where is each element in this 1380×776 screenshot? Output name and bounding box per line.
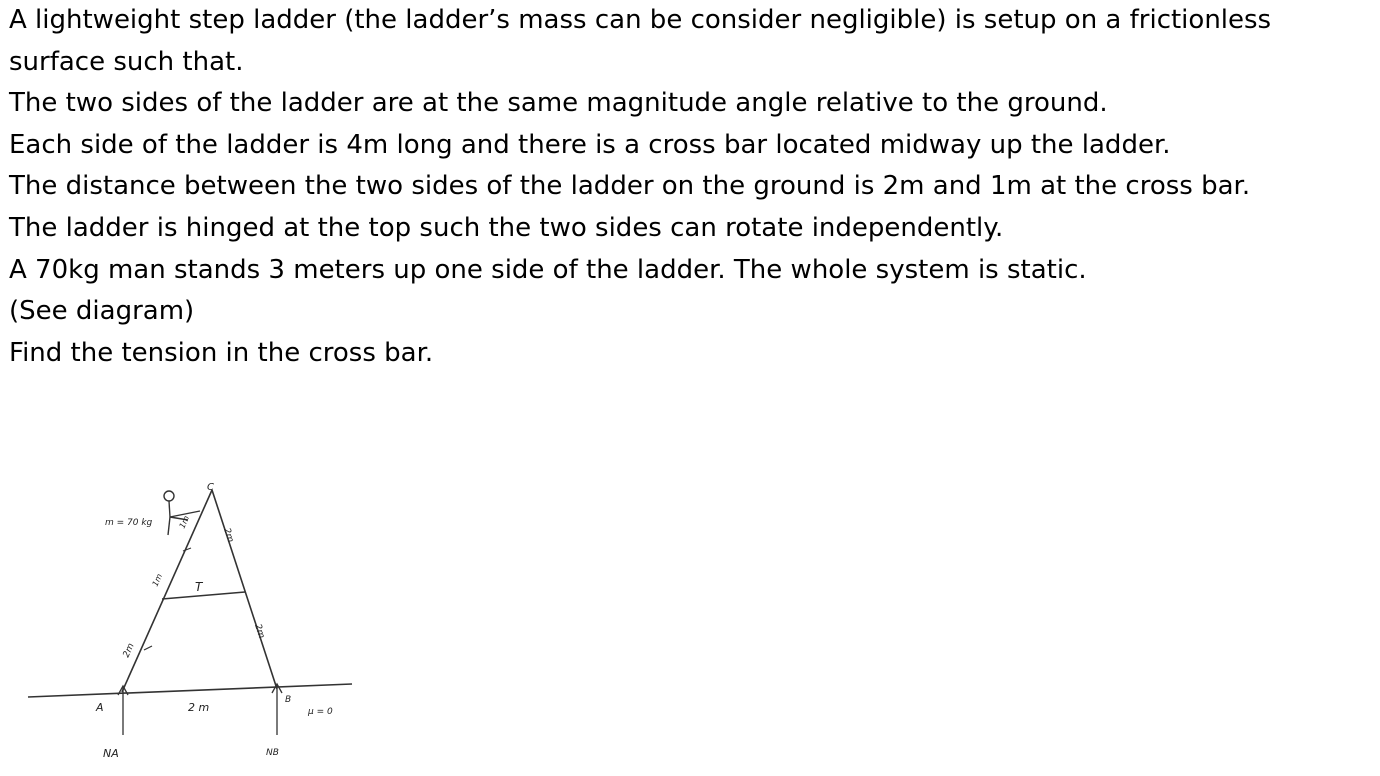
problem-line-4: Each side of the ladder is 4m long and there is a cross bar located midway up the ladder. <box>9 129 1171 160</box>
problem-line-7: A 70kg man stands 3 meters up one side of the ladder. The whole system is static. <box>9 254 1087 285</box>
ground-line <box>28 684 352 697</box>
left-middle-length-label: 1m <box>150 572 165 588</box>
apex-label: C <box>207 482 214 493</box>
problem-line-1: A lightweight step ladder (the ladder’s mass can be consider negligible) is setup on a frictionless <box>9 5 1272 35</box>
cross-bar <box>162 592 245 599</box>
normal-force-a-arrow <box>118 686 128 735</box>
base-length-label: 2 m <box>188 701 210 714</box>
problem-line-8: (See diagram) <box>9 296 195 327</box>
problem-line-5: The distance between the two sides of the ladder on the ground is 2m and 1m at the cross bar. <box>9 171 1251 202</box>
left-lower-length-label: 2m <box>121 641 137 660</box>
tick-mark <box>183 548 191 551</box>
mass-label: m = 70 kg <box>105 518 153 528</box>
right-upper-length-label: 2m <box>221 526 236 544</box>
ladder-right-side <box>212 490 277 689</box>
problem-line-6: The ladder is hinged at the top such the two sides can rotate independently. <box>9 212 1004 243</box>
point-a-label: A <box>96 701 104 714</box>
normal-b-label: NB <box>266 748 279 758</box>
ladder-diagram <box>0 400 400 776</box>
right-lower-length-label: 2m <box>252 622 267 640</box>
left-upper-length-label: 1m <box>177 514 192 530</box>
normal-force-b-arrow <box>272 684 282 735</box>
normal-a-label: NA <box>103 747 119 760</box>
problem-statement <box>9 0 1374 374</box>
tension-label: T <box>195 580 203 594</box>
point-b-label: B <box>285 695 292 705</box>
friction-label: μ = 0 <box>308 707 333 717</box>
problem-line-2: surface such that. <box>9 46 244 77</box>
problem-line-9: Find the tension in the cross bar. <box>9 337 434 368</box>
tick-mark <box>144 646 152 650</box>
problem-line-3: The two sides of the ladder are at the same magnitude angle relative to the ground. <box>9 88 1108 119</box>
